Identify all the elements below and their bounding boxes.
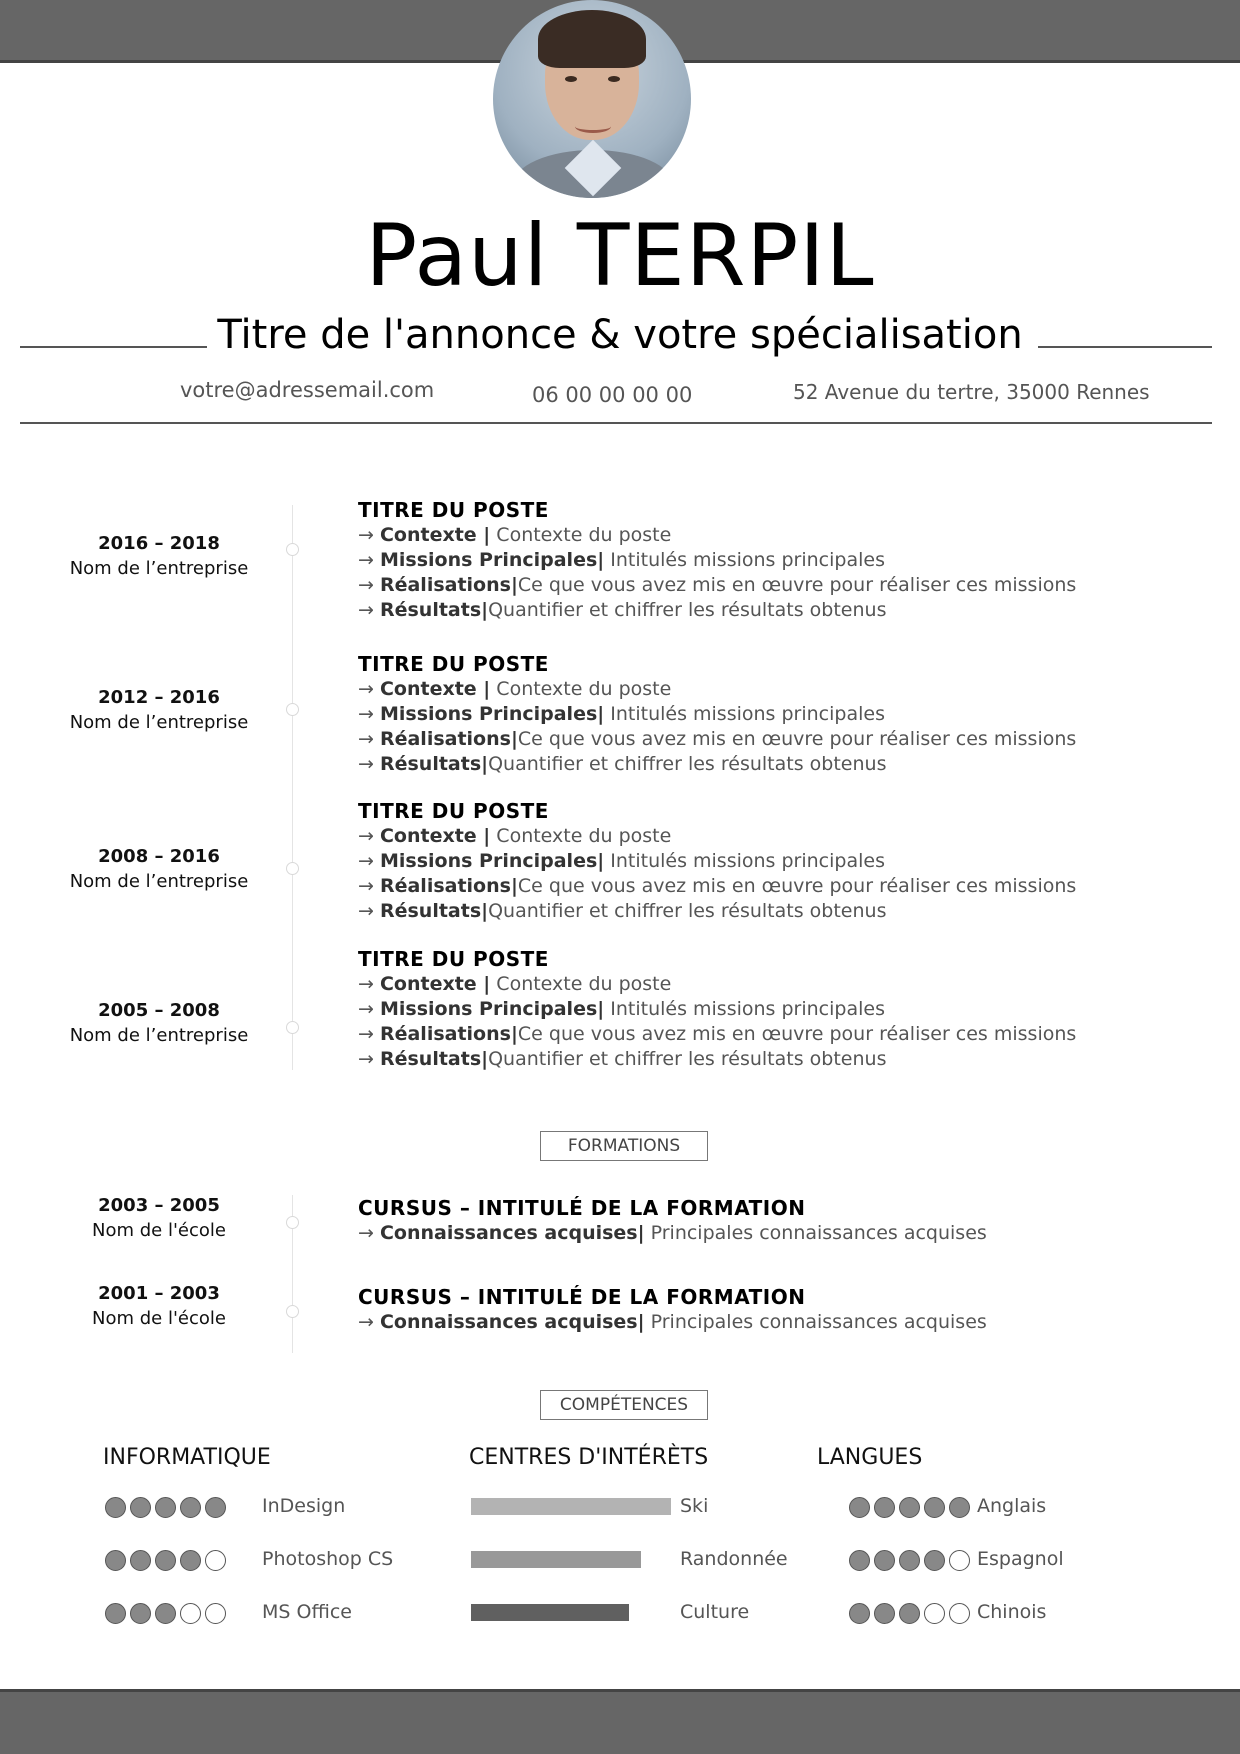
interest-label: Culture bbox=[680, 1601, 750, 1623]
experience-years: 2012 – 2016 bbox=[98, 687, 220, 708]
timeline-dot bbox=[286, 862, 299, 875]
company-name: Nom de l’entreprise bbox=[69, 1025, 249, 1046]
arrow-icon: → bbox=[358, 973, 374, 995]
rating-dot-filled bbox=[180, 1550, 201, 1571]
rating-dot-filled bbox=[874, 1603, 895, 1624]
langues-rating bbox=[849, 1603, 970, 1624]
timeline-dot bbox=[286, 543, 299, 556]
results-line bbox=[358, 598, 1208, 623]
arrow-icon: → bbox=[358, 703, 374, 725]
arrow-icon: → bbox=[358, 524, 374, 546]
rating-dot-filled bbox=[105, 1497, 126, 1518]
context-line bbox=[358, 824, 1208, 849]
experience-years: 2008 – 2016 bbox=[98, 846, 220, 867]
missions-line-text: Intitulés missions principales bbox=[610, 998, 885, 1020]
timeline-dot bbox=[286, 1216, 299, 1229]
knowledge-label: Connaissances acquises| bbox=[379, 1222, 645, 1244]
rating-dot-empty bbox=[949, 1550, 970, 1571]
context-line bbox=[358, 972, 1208, 997]
interets-heading: CENTRES D'INTÉRÈTS bbox=[469, 1445, 709, 1470]
results-line-text: Quantifier et chiffrer les résultats obtenus bbox=[488, 1048, 887, 1070]
achievements-line-text: Ce que vous avez mis en œuvre pour réaliser ces missions bbox=[517, 875, 1077, 897]
context-line-label: Contexte | bbox=[379, 678, 491, 700]
bottom-banner bbox=[0, 1689, 1240, 1754]
context-line-text: Contexte du poste bbox=[496, 524, 672, 546]
rating-dot-empty bbox=[205, 1603, 226, 1624]
job-title: TITRE DU POSTE bbox=[358, 799, 549, 823]
subtitle-rule-right bbox=[1038, 346, 1212, 348]
results-line-text: Quantifier et chiffrer les résultats obtenus bbox=[488, 753, 887, 775]
interest-label: Ski bbox=[680, 1495, 709, 1517]
photo-eye-left bbox=[565, 76, 577, 82]
rating-dot-filled bbox=[899, 1497, 920, 1518]
langues-heading: LANGUES bbox=[817, 1445, 923, 1470]
achievements-line bbox=[358, 727, 1208, 752]
results-line-label: Résultats| bbox=[379, 599, 489, 621]
formation-dates bbox=[40, 1281, 278, 1331]
achievements-line-label: Réalisations| bbox=[379, 875, 518, 897]
context-line-text: Contexte du poste bbox=[496, 678, 672, 700]
rating-dot-filled bbox=[130, 1497, 151, 1518]
company-name: Nom de l’entreprise bbox=[69, 871, 249, 892]
rating-dot-empty bbox=[949, 1603, 970, 1624]
context-line bbox=[358, 523, 1208, 548]
rating-dot-empty bbox=[205, 1550, 226, 1571]
formation-entry bbox=[358, 1196, 1208, 1246]
knowledge-text: Principales connaissances acquises bbox=[650, 1222, 987, 1244]
candidate-name: Paul TERPIL bbox=[365, 206, 875, 306]
missions-line bbox=[358, 997, 1208, 1022]
missions-line-label: Missions Principales| bbox=[379, 998, 605, 1020]
achievements-line bbox=[358, 573, 1208, 598]
job-title: TITRE DU POSTE bbox=[358, 947, 549, 971]
arrow-icon: → bbox=[358, 1048, 374, 1070]
arrow-icon: → bbox=[358, 1311, 374, 1333]
missions-line bbox=[358, 849, 1208, 874]
missions-line-label: Missions Principales| bbox=[379, 703, 605, 725]
langues-rating bbox=[849, 1550, 970, 1571]
arrow-icon: → bbox=[358, 1023, 374, 1045]
arrow-icon: → bbox=[358, 998, 374, 1020]
achievements-line-text: Ce que vous avez mis en œuvre pour réaliser ces missions bbox=[517, 574, 1077, 596]
achievements-line bbox=[358, 874, 1208, 899]
job-title: TITRE DU POSTE bbox=[358, 652, 549, 676]
rating-dot-filled bbox=[949, 1497, 970, 1518]
arrow-icon: → bbox=[358, 1222, 374, 1244]
company-name: Nom de l’entreprise bbox=[69, 558, 249, 579]
experience-years: 2005 – 2008 bbox=[98, 1000, 220, 1021]
langues-label: Espagnol bbox=[977, 1548, 1064, 1570]
results-line-label: Résultats| bbox=[379, 753, 489, 775]
results-line bbox=[358, 899, 1208, 924]
results-line-label: Résultats| bbox=[379, 900, 489, 922]
rating-dot-filled bbox=[130, 1603, 151, 1624]
experience-dates bbox=[40, 844, 278, 894]
langues-rating bbox=[849, 1497, 970, 1518]
experience-entry bbox=[358, 799, 1208, 924]
company-name: Nom de l’entreprise bbox=[69, 712, 249, 733]
header-divider bbox=[20, 422, 1212, 424]
results-line-text: Quantifier et chiffrer les résultats obtenus bbox=[488, 900, 887, 922]
interest-label: Randonnée bbox=[680, 1548, 788, 1570]
knowledge-text: Principales connaissances acquises bbox=[650, 1311, 987, 1333]
timeline-dot bbox=[286, 1305, 299, 1318]
missions-line-label: Missions Principales| bbox=[379, 549, 605, 571]
formation-entry bbox=[358, 1285, 1208, 1335]
photo-hair bbox=[538, 10, 646, 68]
arrow-icon: → bbox=[358, 850, 374, 872]
school-name: Nom de l'école bbox=[92, 1308, 226, 1329]
rating-dot-filled bbox=[874, 1497, 895, 1518]
contact-phone: 06 00 00 00 00 bbox=[532, 383, 693, 407]
informatique-rating bbox=[105, 1603, 226, 1624]
timeline-dot bbox=[286, 703, 299, 716]
arrow-icon: → bbox=[358, 900, 374, 922]
achievements-line bbox=[358, 1022, 1208, 1047]
formation-dates bbox=[40, 1193, 278, 1243]
arrow-icon: → bbox=[358, 825, 374, 847]
missions-line bbox=[358, 702, 1208, 727]
informatique-rating bbox=[105, 1550, 226, 1571]
rating-dot-filled bbox=[899, 1603, 920, 1624]
school-name: Nom de l'école bbox=[92, 1220, 226, 1241]
context-line-label: Contexte | bbox=[379, 524, 491, 546]
job-subtitle: Titre de l'annonce & votre spécialisation bbox=[217, 312, 1023, 358]
experience-timeline bbox=[292, 505, 293, 1070]
rating-dot-filled bbox=[924, 1550, 945, 1571]
interest-level-bar bbox=[471, 1551, 641, 1568]
rating-dot-filled bbox=[924, 1497, 945, 1518]
experience-years: 2016 – 2018 bbox=[98, 533, 220, 554]
job-title: TITRE DU POSTE bbox=[358, 498, 549, 522]
rating-dot-filled bbox=[849, 1497, 870, 1518]
arrow-icon: → bbox=[358, 599, 374, 621]
arrow-icon: → bbox=[358, 574, 374, 596]
langues-label: Chinois bbox=[977, 1601, 1047, 1623]
experience-entry bbox=[358, 947, 1208, 1072]
results-line bbox=[358, 1047, 1208, 1072]
rating-dot-filled bbox=[130, 1550, 151, 1571]
arrow-icon: → bbox=[358, 678, 374, 700]
missions-line-text: Intitulés missions principales bbox=[610, 549, 885, 571]
photo-mouth bbox=[575, 120, 611, 133]
context-line-label: Contexte | bbox=[379, 825, 491, 847]
context-line bbox=[358, 677, 1208, 702]
rating-dot-empty bbox=[924, 1603, 945, 1624]
arrow-icon: → bbox=[358, 728, 374, 750]
informatique-label: Photoshop CS bbox=[262, 1548, 394, 1570]
rating-dot-filled bbox=[849, 1603, 870, 1624]
contact-email: votre@adressemail.com bbox=[180, 378, 435, 402]
formation-title: CURSUS – INTITULÉ DE LA FORMATION bbox=[358, 1285, 806, 1309]
profile-photo bbox=[493, 0, 691, 198]
rating-dot-filled bbox=[899, 1550, 920, 1571]
formations-heading: FORMATIONS bbox=[540, 1131, 708, 1161]
informatique-heading: INFORMATIQUE bbox=[103, 1445, 271, 1470]
arrow-icon: → bbox=[358, 753, 374, 775]
knowledge-line bbox=[358, 1310, 1208, 1335]
langues-label: Anglais bbox=[977, 1495, 1047, 1517]
rating-dot-filled bbox=[205, 1497, 226, 1518]
competences-heading: COMPÉTENCES bbox=[540, 1390, 708, 1420]
experience-dates bbox=[40, 998, 278, 1048]
missions-line bbox=[358, 548, 1208, 573]
rating-dot-filled bbox=[105, 1550, 126, 1571]
interest-level-bar bbox=[471, 1498, 671, 1515]
rating-dot-filled bbox=[155, 1603, 176, 1624]
results-line-text: Quantifier et chiffrer les résultats obtenus bbox=[488, 599, 887, 621]
formation-years: 2003 – 2005 bbox=[98, 1195, 220, 1216]
achievements-line-text: Ce que vous avez mis en œuvre pour réaliser ces missions bbox=[517, 1023, 1077, 1045]
arrow-icon: → bbox=[358, 875, 374, 897]
achievements-line-text: Ce que vous avez mis en œuvre pour réaliser ces missions bbox=[517, 728, 1077, 750]
knowledge-label: Connaissances acquises| bbox=[379, 1311, 645, 1333]
formation-years: 2001 – 2003 bbox=[98, 1283, 220, 1304]
results-line-label: Résultats| bbox=[379, 1048, 489, 1070]
formation-title: CURSUS – INTITULÉ DE LA FORMATION bbox=[358, 1196, 806, 1220]
experience-dates bbox=[40, 531, 278, 581]
experience-entry bbox=[358, 498, 1208, 623]
arrow-icon: → bbox=[358, 549, 374, 571]
informatique-label: MS Office bbox=[262, 1601, 352, 1623]
interest-level-bar bbox=[471, 1604, 629, 1621]
rating-dot-filled bbox=[874, 1550, 895, 1571]
rating-dot-filled bbox=[155, 1550, 176, 1571]
context-line-text: Contexte du poste bbox=[496, 973, 672, 995]
context-line-text: Contexte du poste bbox=[496, 825, 672, 847]
rating-dot-filled bbox=[180, 1497, 201, 1518]
rating-dot-empty bbox=[180, 1603, 201, 1624]
contact-address: 52 Avenue du tertre, 35000 Rennes bbox=[793, 380, 1150, 404]
achievements-line-label: Réalisations| bbox=[379, 574, 518, 596]
missions-line-text: Intitulés missions principales bbox=[610, 850, 885, 872]
rating-dot-filled bbox=[105, 1603, 126, 1624]
results-line bbox=[358, 752, 1208, 777]
experience-dates bbox=[40, 685, 278, 735]
knowledge-line bbox=[358, 1221, 1208, 1246]
context-line-label: Contexte | bbox=[379, 973, 491, 995]
achievements-line-label: Réalisations| bbox=[379, 1023, 518, 1045]
rating-dot-filled bbox=[849, 1550, 870, 1571]
informatique-rating bbox=[105, 1497, 226, 1518]
informatique-label: InDesign bbox=[262, 1495, 346, 1517]
experience-entry bbox=[358, 652, 1208, 777]
achievements-line-label: Réalisations| bbox=[379, 728, 518, 750]
rating-dot-filled bbox=[155, 1497, 176, 1518]
timeline-dot bbox=[286, 1021, 299, 1034]
photo-eye-right bbox=[608, 76, 620, 82]
missions-line-label: Missions Principales| bbox=[379, 850, 605, 872]
missions-line-text: Intitulés missions principales bbox=[610, 703, 885, 725]
